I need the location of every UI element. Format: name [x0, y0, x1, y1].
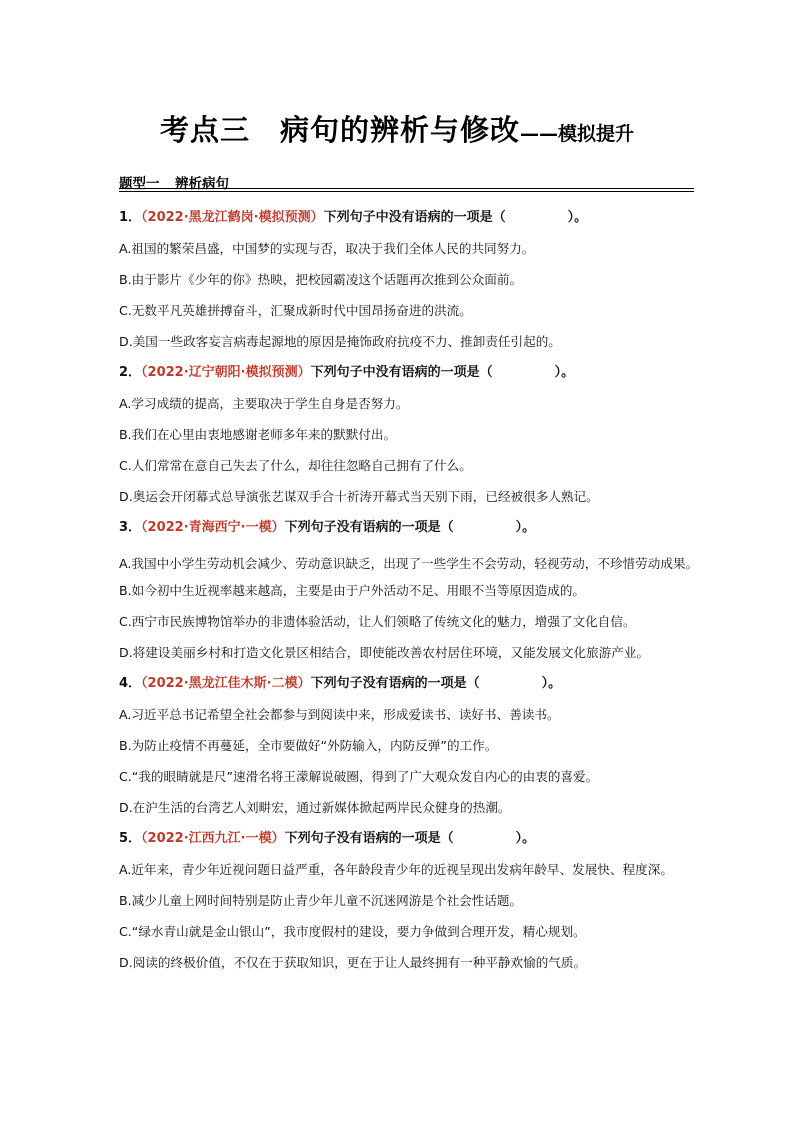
question-4	[119, 673, 704, 828]
question-prompt: 下列句子没有语病的一项是（	[284, 520, 454, 535]
option-d: D.奥运会开闭幕式总导演张艺谋双手合十祈涛开幕式当天别下雨，已经被很多人熟记。	[119, 489, 599, 504]
option-d: D.阅读的终极价值，不仅在于获取知识，更在于让人最终拥有一种平静欢愉的气质。	[119, 955, 587, 970]
option-a: A.近年来，青少年近视问题日益严重，各年龄段青少年的近视呈现出发病年龄早、发展快、程度深。	[119, 862, 673, 877]
question-prompt: 下列句子中没有语病的一项是（	[310, 365, 493, 380]
question-stem	[119, 517, 704, 548]
question-prompt: 下列句子没有语病的一项是（	[284, 831, 454, 846]
question-source: （2022·青海西宁·一模）	[141, 520, 285, 535]
section-type: 题型一	[119, 176, 160, 192]
question-number: 1．	[119, 210, 142, 225]
question-stem	[119, 362, 704, 393]
question-end: ）。	[567, 210, 588, 225]
question-prompt: 下列句子没有语病的一项是（	[310, 676, 480, 691]
question-stem	[119, 828, 704, 859]
option-b: B.减少儿童上网时间特别是防止青少年儿童不沉迷网游是个社会性话题。	[119, 893, 523, 908]
question-source: （2022·黑龙江鹤岗·模拟预测）	[141, 210, 324, 225]
section-name: 辨析病句	[175, 176, 229, 192]
question-number: 3．	[119, 520, 142, 535]
option-b: B.为防止疫情不再蔓延，全市要做好“外防输入，内防反弹”的工作。	[119, 738, 498, 753]
option-b: B.我们在心里由衷地感谢老师多年来的默默付出。	[119, 427, 397, 442]
option-a: A.学习成绩的提高，主要取决于学生自身是否努力。	[119, 396, 409, 411]
option-c: C.人们常常在意自己失去了什么，却往往忽略自己拥有了什么。	[119, 458, 472, 473]
option-d: D.美国一些政客妄言病毒起源地的原因是掩饰政府抗疫不力、推卸责任引起的。	[119, 334, 561, 349]
option-c: C.“绿水青山就是金山银山”，我市度假村的建设，要力争做到合理开发，精心规划。	[119, 924, 586, 939]
section-divider-secondary	[119, 191, 694, 192]
option-a: A.我国中小学生劳动机会减少、劳动意识缺乏，出现了一些学生不会劳动，轻视劳动，不珍惜劳动成果。	[119, 556, 699, 571]
question-end: ）。	[554, 365, 575, 380]
question-5	[119, 828, 704, 983]
section-header	[119, 170, 694, 190]
question-end: ）。	[515, 831, 536, 846]
option-d: D.将建设美丽乡村和打造文化景区相结合，即使能改善农村居住环境，又能发展文化旅游产业。	[119, 645, 650, 660]
question-source: （2022·辽宁朝阳·模拟预测）	[141, 365, 311, 380]
option-a: A.祖国的繁荣昌盛，中国梦的实现与否，取决于我们全体人民的共同努力。	[119, 241, 535, 256]
question-source: （2022·黑龙江佳木斯·二模）	[141, 676, 311, 691]
title-main: 考点三 病句的辨析与修改	[159, 113, 520, 147]
section-divider	[119, 188, 694, 189]
question-stem	[119, 207, 704, 238]
page-title	[0, 108, 794, 149]
question-list	[119, 207, 704, 983]
question-end: ）。	[515, 520, 536, 535]
question-number: 4．	[119, 676, 142, 691]
option-d: D.在沪生活的台湾艺人刘畊宏，通过新媒体掀起两岸民众健身的热潮。	[119, 800, 511, 815]
question-2	[119, 362, 704, 517]
question-end: ）。	[541, 676, 562, 691]
question-3	[119, 517, 704, 673]
option-c: C.“我的眼睛就是尺”速滑名将王濛解说破圈，得到了广大观众发自内心的由衷的喜爱。	[119, 769, 599, 784]
option-b: B.如今初中生近视率越来越高，主要是由于户外活动不足、用眼不当等原因造成的。	[119, 583, 586, 598]
option-b: B.由于影片《少年的你》热映，把校园霸凌这个话题再次推到公众面前。	[119, 272, 523, 287]
option-c: C.无数平凡英雄拼搏奋斗，汇聚成新时代中国昂扬奋进的洪流。	[119, 303, 472, 318]
title-subtitle: ——模拟提升	[520, 123, 635, 145]
question-1	[119, 207, 704, 362]
option-a: A.习近平总书记希望全社会都参与到阅读中来，形成爱读书、读好书、善读书。	[119, 707, 560, 722]
question-source: （2022·江西九江·一模）	[141, 831, 285, 846]
question-number: 5．	[119, 831, 142, 846]
question-stem	[119, 673, 704, 704]
option-c: C.西宁市民族博物馆举办的非遗体验活动，让人们领略了传统文化的魅力，增强了文化自信。	[119, 614, 636, 629]
question-prompt: 下列句子中没有语病的一项是（	[323, 210, 506, 225]
question-number: 2．	[119, 365, 142, 380]
